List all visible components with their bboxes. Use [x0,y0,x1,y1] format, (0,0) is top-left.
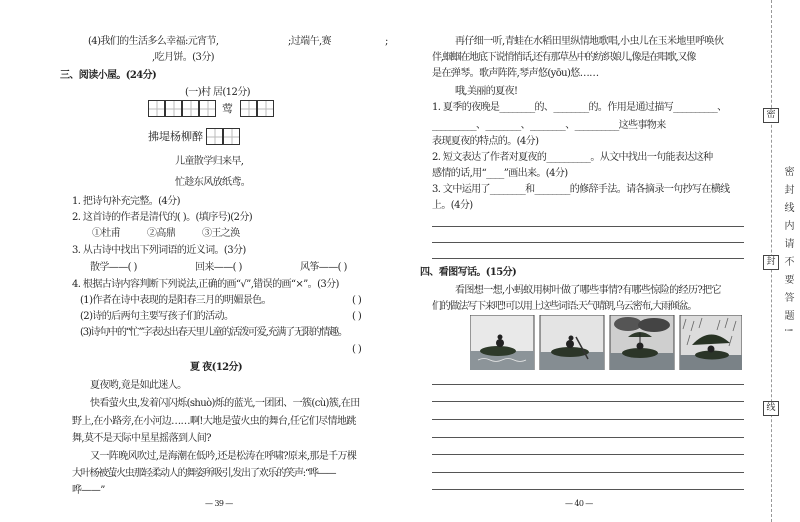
passage-line: 又一阵晚风吹过,是海潮在低吟,还是松涛在呼啸?原来,那是千万棵 [90,451,357,462]
q4-text-part3: ; [385,36,388,47]
writing-grid-box [165,100,182,117]
seal-warning-text: 密封线内请不要答题! [782,166,793,341]
passage-line: 舞,莫不是天际中星星摇落到人间? [72,433,211,444]
q4-text-part2: ;过端午,赛 [288,36,331,47]
ant-icon [637,343,644,350]
question-4: 4. 根据古诗内容判断下列说法,正确的画“√”,错误的画“×”。(3分) [72,279,339,290]
question-2: 2. 这首诗的作者是清代的( )。(填序号)(2分) [72,212,253,223]
picture-panel-4 [680,315,742,370]
leaf-boat-icon [480,346,516,356]
poem-title: (一)村 居(12分) [185,87,250,98]
prompt-line: 们的做法写下来吧!可以用上这些词语:天气晴朗,乌云密布,大雨倾盆。 [432,301,697,312]
question-line: 2. 短文表达了作者对夏夜的__________。从文中找出一句能表达这种 [432,152,713,163]
passage-line: 再仔细一听,青蛙在水稻田里纵情地歌唱,小虫儿在玉米地里呼唤伙 [455,36,724,47]
question-line: 表现夏夜的特点的。(4分) [432,136,539,147]
ant-icon [566,340,574,348]
judgment-2: (2)诗的后两句主要写孩子们的活动。 [80,311,234,322]
seal-box-mi: 密 [763,108,779,123]
passage-line: 是在弹琴。歌声阵阵,琴声悠(yōu)悠…… [432,68,599,79]
writing-line [432,401,744,402]
prompt-line: 看图想一想,小蚂蚁用树叶做了哪些事情?有哪些惊险的经历?把它 [455,285,721,296]
option-1: ①杜甫 [92,228,121,239]
poem-line-3: 儿童散学归来早, [175,156,244,167]
writing-grid-box [240,100,257,117]
writing-grid-box [148,100,165,117]
synonym-item: 散学——( ) [90,262,137,273]
passage-line: 野上,在小路旁,在小河边……啊!大地是萤火虫的舞台,任它们尽情地跳 [72,416,356,427]
section-three-title: 三、阅读小屋。(24分) [60,70,157,81]
question-3: 3. 从古诗中找出下列词语的近义词。(3分) [72,245,246,256]
passage-line: 夏夜哟,竟是如此迷人。 [90,380,187,391]
question-1: 1. 把诗句补充完整。(4分) [72,196,180,207]
passage-line: 大叶杨被萤火虫那轻柔动人的舞姿所吸引,发出了欢乐的笑声:“哗—— [72,468,336,479]
answer-bracket: ( ) [352,344,362,355]
writing-line [432,489,744,490]
q4-text-part4: ,吃月饼。(3分) [152,52,214,63]
answer-line [432,242,744,243]
seal-box-feng: 封 [763,255,779,270]
picture-panel-3 [610,315,674,370]
poem-given-char: 莺 [222,102,233,115]
poem-given-text: 拂堤杨柳醉 [148,130,203,143]
picture-strip [470,315,742,370]
writing-line [432,419,744,420]
writing-grid-box [206,128,223,145]
cloud-icon [614,317,642,331]
judgment-3: (3)诗句中的“忙”字表达出春天里儿童的活泼可爱,充满了无限的情趣。 [80,327,347,338]
page-number-right: — 40 — [565,499,593,508]
writing-grid-box [257,100,274,117]
passage-line: 快看萤火虫,发着闪闪烁(shuò)烁的蓝光,一团团、一簇(cù)簇,在田 [90,398,360,409]
question-line: __________、________、________、__________这些事物来 [432,120,666,131]
writing-grid-box [223,128,240,145]
picture-panel-2 [540,315,604,370]
writing-grid-box [182,100,199,117]
question-line: 3. 文中运用了________和________的修辞手法。请各摘录一句抄写在横线 [432,184,730,195]
ant-icon [496,339,504,347]
writing-line [432,384,744,385]
passage-title: 夏 夜(12分) [190,362,243,373]
writing-line [432,454,744,455]
page-number-left: — 39 — [205,499,233,508]
ant-icon [708,346,715,353]
cloud-icon [638,318,670,332]
q4-text-part1: (4)我们的生活多么幸福:元宵节, [88,36,219,47]
judgment-1: (1)作者在诗中表现的是阳春三月的明媚景色。 [80,295,271,306]
writing-line [432,437,744,438]
writing-grid-box [199,100,216,117]
answer-bracket: ( ) [352,295,362,306]
answer-line [432,226,744,227]
passage-line: 伴,蝈蝈在地底下说悄悄话,还有那草丛中的纺织娘儿,像是在唱歌,又像 [432,52,696,63]
question-line: 上。(4分) [432,200,473,211]
synonym-item: 风筝——( ) [300,262,347,273]
option-3: ③王之涣 [202,228,240,239]
seal-box-xian: 线 [763,401,779,416]
poem-line-4: 忙趁东风放纸鸢。 [175,177,251,188]
option-2: ②高鼎 [147,228,176,239]
passage-line: 哦,美丽的夏夜! [455,86,518,97]
picture-panel-1 [470,315,534,370]
leaf-boat-icon [551,347,589,357]
question-line: 1. 夏季的夜晚是________的、________的。作用是通过描写__________、 [432,102,727,113]
passage-line: 哗——” [72,485,105,496]
question-line: 感情的话,用“____”画出来。(4分) [432,168,568,179]
writing-line [432,472,744,473]
section-four-title: 四、看图写话。(15分) [420,267,517,278]
synonym-item: 回来——( ) [195,262,242,273]
answer-bracket: ( ) [352,311,362,322]
answer-line [432,258,744,259]
